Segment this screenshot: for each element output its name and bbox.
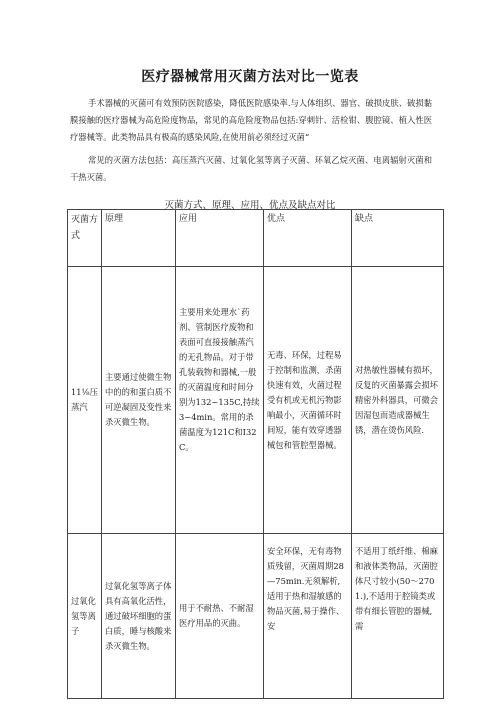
header-principle: 原理 xyxy=(102,210,176,267)
comparison-table xyxy=(67,209,444,699)
table-row xyxy=(68,267,444,534)
header-advantages: 优点 xyxy=(264,210,352,267)
header-disadvantages: 缺点 xyxy=(352,210,444,267)
row-principle: 过氧化氢等离子体具有高氧化活性，通过破坏细胞的蛋白质，睡与核酸来杀灭微生物。 xyxy=(102,534,176,699)
intro-paragraph: 手术器械的灭菌可有效预防医院感染，降低医院感染率.与人体组织、器官、破损皮肤、破损黏膜接触的医疗器械为高危险度物品，常见的高危险度物品包括:穿刺针、活检钳、腹腔镜、植入性医疗器械等。此类物品具有极高的感染风险,在使用前必须经过灭菌“ xyxy=(70,98,432,142)
row-method: 过氧化氢等离子 xyxy=(68,534,102,699)
row-application: 用于不耐热、不耐湿医疗用品的灭曲。 xyxy=(176,534,264,699)
table-row xyxy=(68,534,444,699)
row-advantages: 安全环保，无有毒物质残留，灭菌周期28—75min.无须解析,适用于热和湿敏感的物品灭菌,易于操作、安 xyxy=(264,534,352,699)
row-disadvantages: 不适用丁纸纤维、棉麻和液体类物品，灭菌腔体尺寸较小(50〜2701.),不适用于腔镜类或带有细长管腔的器械,需 xyxy=(352,534,444,699)
page-title: 医疗器械常用灭菌方法对比一览表 xyxy=(141,69,359,85)
row-application: 主要用来处理水`药剂、管制医疗废物和表面可直接接触蒸汽的无孔物品。对于带孔装载物和器械,一般的灭菌温度和时间分别为132~135C,持续3~4min。常用的杀菌温度为121C和I32C。 xyxy=(176,267,264,534)
header-method: 灭菌方式 xyxy=(68,210,102,267)
row-principle: 主要通过使微生物中的的和蛋白质不可逆凝固及变性来杀灭微生物。 xyxy=(102,267,176,534)
table-caption: 灭菌方式、原理、应用、优点及缺点对比 xyxy=(164,200,336,211)
row-method: 11⅛压蒸汽 xyxy=(68,267,102,534)
header-application: 应用 xyxy=(176,210,264,267)
row-advantages: 无毒、环保，过程易于控制和监测，杀菌快速有效，火菌过程受有机或无机污物影响最小，灭菌循环时间短，能有效穿透器械包和管腔型器械。 xyxy=(264,267,352,534)
table-header-row xyxy=(68,210,444,267)
methods-paragraph: 常见的灭菌方法包括：高压蒸汽灭菌、过氧化氢等离子灭菌、环氧乙烷灭菌、电离辐射灭菌和干热灭菌。 xyxy=(70,155,432,182)
row-disadvantages: 对热敏性器械有损坏，反复的灭菌暴露会损坏精密外科器具，可微会因湿包而造成器械生锈，潜在烫伤风险. xyxy=(352,267,444,534)
